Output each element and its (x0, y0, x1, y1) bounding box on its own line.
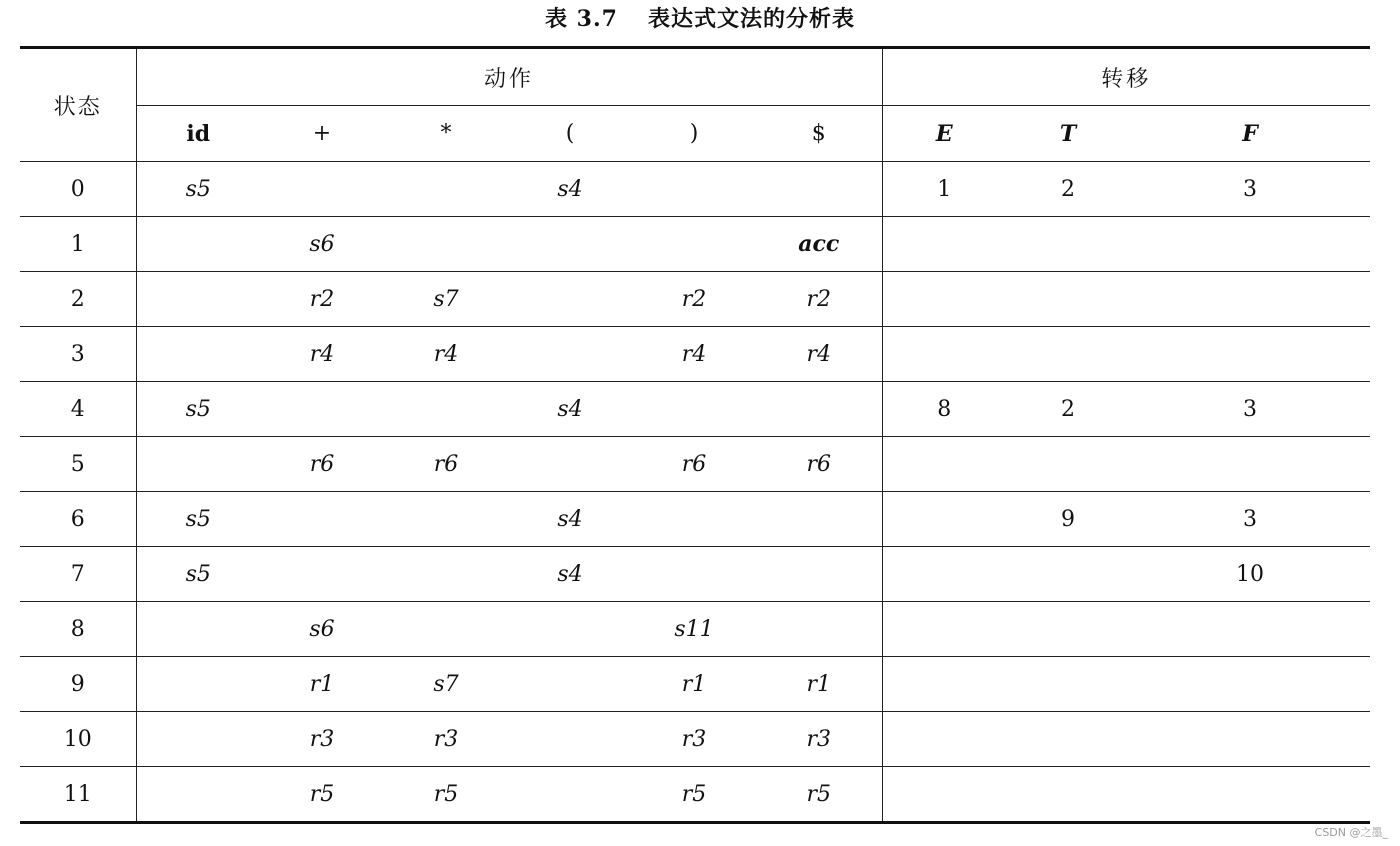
goto-cell (882, 217, 1006, 272)
table-row (20, 602, 1370, 657)
action-cell: r3 (632, 712, 756, 767)
action-cell (260, 162, 384, 217)
table-row (20, 547, 1370, 602)
action-cell (508, 767, 632, 823)
goto-cell: 10 (1130, 547, 1370, 602)
action-cell (508, 272, 632, 327)
goto-cell (1006, 712, 1130, 767)
action-cell: r1 (756, 657, 882, 712)
action-cell (384, 492, 508, 547)
goto-cell (882, 657, 1006, 712)
state-cell: 10 (20, 712, 136, 767)
watermark: CSDN @之墨_ (1314, 826, 1388, 839)
table-row (20, 767, 1370, 823)
action-cell: r3 (384, 712, 508, 767)
header-row-groups (20, 48, 1370, 106)
state-cell: 9 (20, 657, 136, 712)
state-cell: 1 (20, 217, 136, 272)
goto-cell (1006, 272, 1130, 327)
action-cell: s4 (508, 162, 632, 217)
header-row-symbols (20, 106, 1370, 162)
action-cell (136, 602, 260, 657)
table-row (20, 217, 1370, 272)
action-cell: s6 (260, 602, 384, 657)
action-cell (136, 657, 260, 712)
goto-cell: 3 (1130, 382, 1370, 437)
action-cell: r2 (632, 272, 756, 327)
parsing-table (20, 46, 1370, 824)
state-cell: 3 (20, 327, 136, 382)
action-cell: r3 (756, 712, 882, 767)
state-cell: 0 (20, 162, 136, 217)
goto-cell: 2 (1006, 162, 1130, 217)
action-cell (756, 382, 882, 437)
action-cell (136, 327, 260, 382)
action-cell: r4 (632, 327, 756, 382)
action-cell (632, 217, 756, 272)
action-cell (384, 217, 508, 272)
state-column-header: 状态 (20, 48, 136, 162)
goto-cell (882, 272, 1006, 327)
action-cell: r5 (632, 767, 756, 823)
action-cell (632, 492, 756, 547)
table-row (20, 657, 1370, 712)
goto-cell (882, 327, 1006, 382)
action-cell: r2 (260, 272, 384, 327)
action-cell: s5 (136, 547, 260, 602)
action-cell (756, 602, 882, 657)
table-number: 表 3.7 (545, 6, 618, 32)
goto-symbol-header: T (1006, 106, 1130, 162)
goto-symbol-header: F (1130, 106, 1370, 162)
goto-cell (1130, 272, 1370, 327)
goto-cell (1006, 437, 1130, 492)
table-row (20, 712, 1370, 767)
action-cell: r4 (756, 327, 882, 382)
table-row (20, 272, 1370, 327)
table-row (20, 327, 1370, 382)
goto-cell: 8 (882, 382, 1006, 437)
action-cell (384, 162, 508, 217)
state-cell: 2 (20, 272, 136, 327)
state-cell: 11 (20, 767, 136, 823)
action-cell (508, 217, 632, 272)
goto-cell (882, 767, 1006, 823)
goto-symbol-header: E (882, 106, 1006, 162)
action-cell (508, 657, 632, 712)
action-symbol-header: + (260, 106, 384, 162)
goto-cell (882, 437, 1006, 492)
state-cell: 6 (20, 492, 136, 547)
goto-cell (1130, 767, 1370, 823)
goto-cell (1006, 327, 1130, 382)
action-cell: s4 (508, 547, 632, 602)
action-cell: r6 (260, 437, 384, 492)
goto-cell (1006, 547, 1130, 602)
action-cell (260, 547, 384, 602)
action-cell (260, 492, 384, 547)
action-cell (632, 382, 756, 437)
action-cell: r6 (384, 437, 508, 492)
action-cell (136, 217, 260, 272)
action-cell: r4 (260, 327, 384, 382)
goto-cell (1130, 217, 1370, 272)
goto-cell: 9 (1006, 492, 1130, 547)
action-cell: r3 (260, 712, 384, 767)
state-cell: 7 (20, 547, 136, 602)
action-cell: s11 (632, 602, 756, 657)
table-row (20, 382, 1370, 437)
action-cell (508, 327, 632, 382)
action-cell: s6 (260, 217, 384, 272)
action-cell (756, 162, 882, 217)
state-cell: 4 (20, 382, 136, 437)
action-symbol-header: * (384, 106, 508, 162)
goto-group-header: 转移 (882, 48, 1370, 106)
action-cell (136, 767, 260, 823)
action-cell (384, 602, 508, 657)
action-cell: s4 (508, 492, 632, 547)
action-cell: r6 (632, 437, 756, 492)
action-cell (384, 382, 508, 437)
action-cell: s7 (384, 272, 508, 327)
action-cell: r5 (384, 767, 508, 823)
table-row (20, 162, 1370, 217)
goto-cell (1130, 437, 1370, 492)
action-cell: r1 (260, 657, 384, 712)
state-cell: 5 (20, 437, 136, 492)
action-cell (756, 547, 882, 602)
goto-cell (882, 547, 1006, 602)
goto-cell (1130, 712, 1370, 767)
action-symbol-header: ) (632, 106, 756, 162)
goto-cell: 3 (1130, 162, 1370, 217)
action-cell (384, 547, 508, 602)
action-cell: s4 (508, 382, 632, 437)
action-cell: r2 (756, 272, 882, 327)
action-cell: r5 (260, 767, 384, 823)
goto-cell (1006, 657, 1130, 712)
action-cell (508, 712, 632, 767)
goto-cell (1130, 602, 1370, 657)
goto-cell (1130, 327, 1370, 382)
action-cell (136, 272, 260, 327)
goto-cell (882, 602, 1006, 657)
goto-cell (1006, 602, 1130, 657)
table-caption (0, 2, 1400, 33)
action-cell: r4 (384, 327, 508, 382)
action-cell (260, 382, 384, 437)
goto-cell (882, 712, 1006, 767)
action-group-header: 动作 (136, 48, 882, 106)
goto-cell (1006, 217, 1130, 272)
state-cell: 8 (20, 602, 136, 657)
table-title: 表达式文法的分析表 (647, 7, 855, 32)
action-cell (756, 492, 882, 547)
action-symbol-header: $ (756, 106, 882, 162)
action-cell (508, 602, 632, 657)
action-cell: r5 (756, 767, 882, 823)
goto-cell (1130, 657, 1370, 712)
action-cell: s5 (136, 162, 260, 217)
action-cell (632, 547, 756, 602)
action-cell (632, 162, 756, 217)
table-row (20, 437, 1370, 492)
action-cell (508, 437, 632, 492)
goto-cell (1006, 767, 1130, 823)
action-symbol-header: ( (508, 106, 632, 162)
action-cell (136, 712, 260, 767)
table-row (20, 492, 1370, 547)
action-cell: r1 (632, 657, 756, 712)
action-symbol-header: id (136, 106, 260, 162)
action-cell: s5 (136, 492, 260, 547)
action-cell: s7 (384, 657, 508, 712)
goto-cell: 1 (882, 162, 1006, 217)
goto-cell (882, 492, 1006, 547)
goto-cell: 3 (1130, 492, 1370, 547)
action-cell: s5 (136, 382, 260, 437)
goto-cell: 2 (1006, 382, 1130, 437)
action-cell: r6 (756, 437, 882, 492)
action-cell: acc (756, 217, 882, 272)
action-cell (136, 437, 260, 492)
